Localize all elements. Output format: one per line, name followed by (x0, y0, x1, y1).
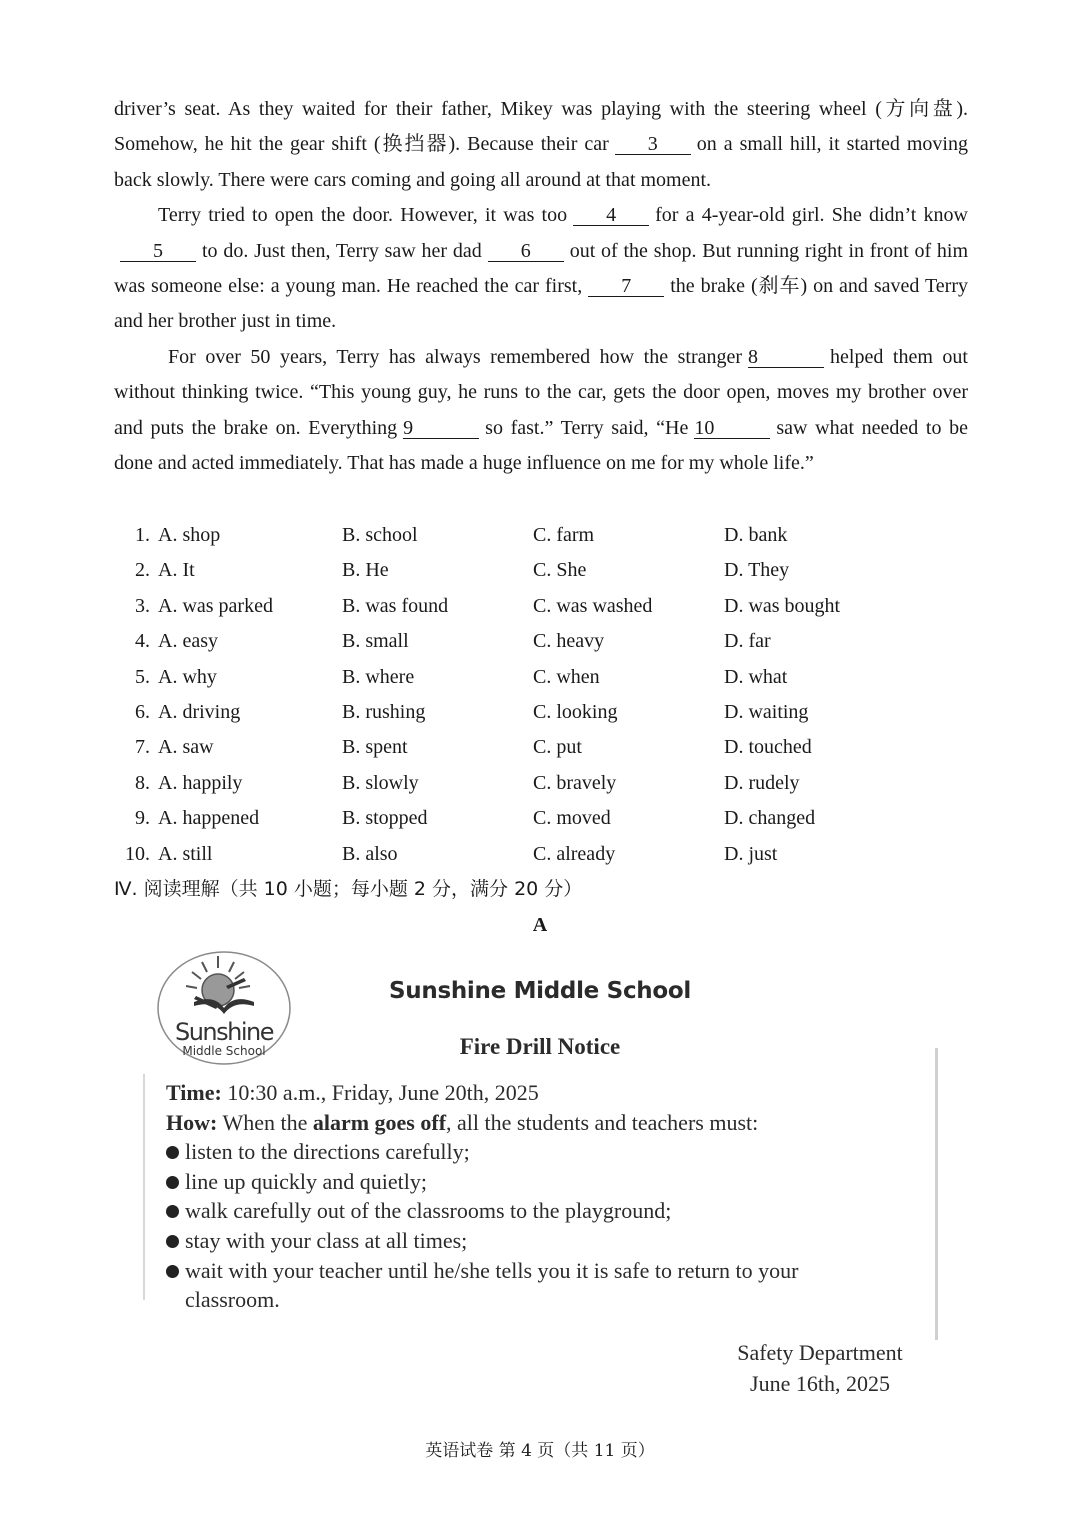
paragraph-text: to do. Just then, Terry saw her dad (202, 239, 482, 262)
paragraph-text: driver’s seat. As they waited for their father, Mikey was playing with the steering wheel (方向盘). Somehow, he hit the gear shift (换挡器). Because their car (114, 98, 968, 156)
question-row (114, 553, 974, 588)
option-c: C. She (533, 559, 587, 582)
notice-title: Fire Drill Notice (459, 1034, 621, 1059)
how-bold-text: alarm goes off (312, 1109, 447, 1135)
option-b: B. school (342, 524, 418, 546)
option-b: B. slowly (342, 771, 419, 794)
option-b: B. stopped (342, 807, 428, 830)
option-a: A. shop (158, 524, 221, 546)
paragraph-text: so fast.” Terry said, “He (485, 416, 689, 439)
page-footer: 英语试卷 第 4 页（共 11 页） (425, 1441, 655, 1461)
paragraph-text: on a small hill, it started moving back slowly. There were cars coming and going all around at that moment. (114, 133, 968, 191)
option-b: B. small (342, 630, 409, 653)
blank-5: 5 (120, 241, 196, 262)
answer-options (114, 518, 974, 872)
blank-10: 10 (694, 418, 770, 439)
logo-text-sunshine: Sunshine (174, 1018, 274, 1046)
notice-bullet-continuation: classroom. (185, 1287, 280, 1313)
option-a: A. saw (158, 736, 214, 759)
question-number: 4. (135, 630, 150, 653)
question-number: 7. (135, 736, 150, 759)
option-d: D. changed (724, 807, 816, 830)
passage-letter: A (532, 914, 548, 936)
time-value: 10:30 a.m., Friday, June 20th, 2025 (227, 1080, 539, 1105)
option-c: C. looking (533, 700, 618, 723)
question-row (114, 837, 974, 872)
paragraph-text: for a 4-year-old girl. She didn’t know (655, 204, 968, 227)
section-title: Ⅳ. 阅读理解（共 10 小题；每小题 2 分，满分 20 分） (114, 878, 583, 900)
option-a: A. happily (158, 771, 243, 794)
option-a: A. easy (158, 630, 218, 653)
option-c: C. when (533, 665, 600, 688)
question-row (114, 730, 974, 765)
question-number: 1. (135, 524, 150, 546)
option-b: B. where (342, 665, 415, 688)
option-c: C. heavy (533, 630, 605, 653)
option-d: D. what (724, 665, 788, 688)
question-row (114, 624, 974, 659)
question-number: 5. (135, 665, 150, 688)
notice-how-line (166, 1108, 866, 1138)
option-c: C. put (533, 736, 582, 759)
notice-time-line (166, 1078, 866, 1108)
question-number: 9. (135, 807, 150, 830)
option-c: C. already (533, 842, 616, 865)
notice-border-right (935, 1048, 938, 1340)
option-b: B. spent (342, 736, 408, 759)
question-row (114, 589, 974, 624)
paragraph-text: saw what needed to be done and acted immediately. That has made a huge influence on me for my whole life.” (114, 416, 969, 475)
paragraph-text: out of the shop. But running right in front of him was someone else: a young man. He reached the car first, (114, 239, 968, 298)
how-label: How: (166, 1109, 218, 1135)
blank-9: 9 (403, 418, 479, 439)
signoff-date: June 16th, 2025 (750, 1371, 890, 1396)
school-logo (156, 950, 292, 1068)
notice-bullet: stay with your class at all times; (166, 1226, 866, 1256)
notice-body (166, 1078, 866, 1315)
option-d: D. far (724, 630, 771, 653)
option-d: D. just (724, 842, 778, 865)
notice-bullet: wait with your teacher until he/she tells you it is safe to return to your (166, 1256, 866, 1286)
option-d: D. rudely (724, 771, 800, 794)
option-c: C. moved (533, 807, 611, 830)
paragraph-1 (114, 92, 968, 198)
option-d: D. They (724, 559, 790, 582)
paragraph-text: the brake (刹车) on and saved Terry and her brother just in time. (114, 275, 968, 333)
paragraph-text: Terry tried to open the door. However, it was too (158, 204, 568, 227)
notice-bullet: walk carefully out of the classrooms to the playground; (166, 1196, 866, 1226)
option-a: A. why (158, 665, 217, 688)
paragraph-2 (114, 198, 968, 340)
how-text: , all the students and teachers must: (446, 1109, 759, 1135)
option-c: C. was washed (533, 594, 653, 617)
question-number: 8. (135, 771, 150, 794)
how-text: When the (222, 1109, 308, 1135)
blank-7: 7 (588, 276, 664, 297)
option-a: A. happened (158, 807, 260, 830)
paragraph-3 (114, 340, 968, 482)
option-d: D. was bought (724, 594, 841, 617)
option-b: B. He (342, 559, 389, 582)
notice-bullet: listen to the directions carefully; (166, 1137, 866, 1167)
blank-4: 4 (573, 205, 649, 226)
question-row (114, 801, 974, 836)
option-a: A. still (158, 842, 213, 865)
question-row (114, 660, 974, 695)
paragraph-text: For over 50 years, Terry has always remembered how the stranger (168, 345, 743, 368)
option-c: C. bravely (533, 771, 617, 794)
blank-8: 8 (748, 347, 824, 368)
question-row (114, 695, 974, 730)
notice-border-left (143, 1074, 145, 1300)
option-d: D. touched (724, 736, 812, 759)
option-b: B. was found (342, 594, 449, 617)
question-number: 3. (135, 594, 150, 617)
question-number: 2. (135, 559, 150, 582)
option-a: A. driving (158, 700, 241, 723)
option-b: B. also (342, 842, 398, 865)
blank-6: 6 (488, 241, 564, 262)
time-label: Time: (166, 1080, 222, 1105)
question-number: 6. (135, 700, 150, 723)
signoff-department: Safety Department (737, 1340, 903, 1365)
logo-text-middle-school: Middle School (182, 1044, 266, 1058)
option-d: D. bank (724, 524, 788, 546)
option-a: A. It (158, 559, 195, 582)
option-a: A. was parked (158, 594, 273, 617)
option-c: C. farm (533, 524, 595, 546)
notice-signoff (720, 1337, 920, 1399)
school-name: Sunshine Middle School (389, 978, 691, 1004)
question-number: 10. (125, 842, 150, 865)
question-row (114, 518, 974, 553)
option-d: D. waiting (724, 700, 809, 723)
blank-3: 3 (615, 134, 691, 155)
question-row (114, 766, 974, 801)
notice-bullet: line up quickly and quietly; (166, 1167, 866, 1197)
cloze-passage (114, 92, 968, 481)
paragraph-text: helped them out without thinking twice. “This young guy, he runs to the car, gets the door open, moves my brother over and puts the brake on. Everything (114, 345, 968, 439)
option-b: B. rushing (342, 700, 426, 723)
